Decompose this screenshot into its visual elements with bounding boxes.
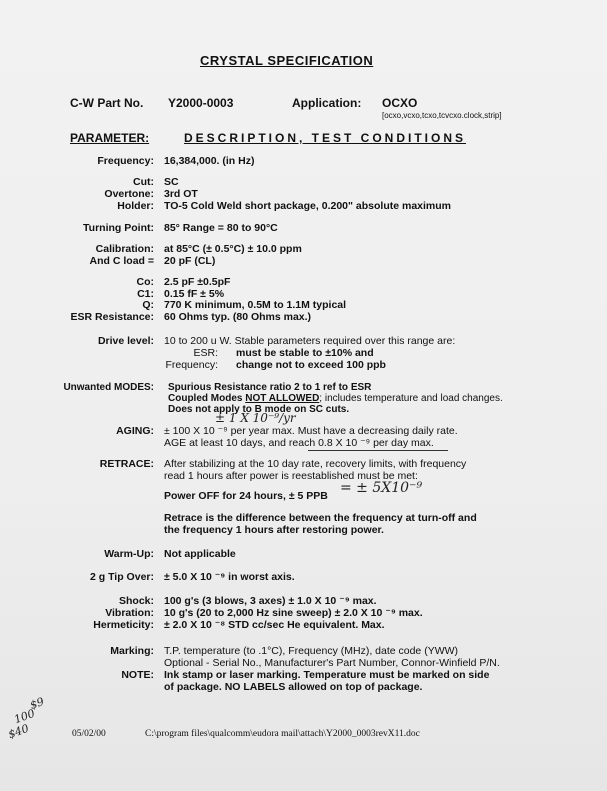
application-note: [ocxo,vcxo,tcxo,tcvcxo.clock,strip] — [382, 111, 502, 120]
drive-esr-value: must be stable to ±10% and — [236, 347, 374, 359]
drive-esr-label: ESR: — [193, 347, 218, 359]
cut-label: Cut: — [133, 176, 154, 188]
esr-label: ESR Resistance: — [70, 311, 154, 323]
esr-value: 60 Ohms typ. (80 Ohms max.) — [164, 311, 312, 323]
document-title: CRYSTAL SPECIFICATION — [200, 53, 374, 68]
holder-label: Holder: — [117, 200, 154, 212]
footer-file-path: C:\program files\qualcomm\eudora mail\attach\Y2000_0003revX11.doc — [145, 729, 420, 739]
note-label: NOTE: — [121, 669, 154, 681]
drive-frequency-label: Frequency: — [165, 359, 218, 371]
warmup-label: Warm-Up: — [104, 548, 154, 560]
vibration-label: Vibration: — [105, 607, 154, 619]
retrace-handwritten-note: = ± 5X10⁻⁹ — [340, 480, 423, 496]
c1-value: 0.15 fF ± 5% — [164, 288, 225, 300]
note-line2: of package. NO LABELS allowed on top of package. — [164, 681, 423, 693]
cut-value: SC — [164, 176, 179, 188]
calibration-label: Calibration: — [95, 243, 154, 255]
retrace-line3: Power OFF for 24 hours, ± 5 PPB — [164, 490, 328, 502]
handwritten-margin-3: $40 — [6, 721, 31, 742]
warmup-value: Not applicable — [164, 548, 236, 560]
handwritten-margin-2: 100 — [12, 706, 37, 727]
calibration-value: at 85°C (± 0.5°C) ± 10.0 ppm — [164, 243, 302, 255]
application-label: Application: — [292, 96, 362, 110]
aging-underline — [308, 450, 448, 451]
drive-level-label: Drive level: — [97, 335, 154, 347]
tipover-value: ± 5.0 X 10 ⁻⁹ in worst axis. — [164, 571, 295, 583]
aging-handwritten-note: ± 1 X 10⁻⁹/yr — [215, 411, 296, 425]
unwanted-line1: Spurious Resistance ratio 2 to 1 ref to ESR — [168, 382, 372, 393]
unwanted-line2-c: ; includes temperature and load changes. — [319, 393, 503, 404]
tipover-label: 2 g Tip Over: — [90, 571, 154, 583]
retrace-line5: the frequency 1 hours after restoring power. — [164, 524, 384, 536]
c1-label: C1: — [137, 288, 154, 300]
cload-value: 20 pF (CL) — [164, 255, 216, 267]
handwritten-margin-1: $9 — [28, 694, 46, 713]
description-header: DESCRIPTION, TEST CONDITIONS — [184, 131, 467, 145]
unwanted-line2-a: Coupled Modes — [168, 393, 246, 404]
shock-label: Shock: — [118, 595, 154, 607]
q-label: Q: — [142, 299, 154, 311]
marking-line2: Optional - Serial No., Manufacturer's Part Number, Connor-Winfield P/N. — [164, 657, 500, 669]
retrace-label: RETRACE: — [99, 458, 154, 470]
not-allowed-text: NOT ALLOWED — [245, 393, 320, 404]
overtone-value: 3rd OT — [164, 188, 198, 200]
retrace-line1: After stabilizing at the 10 day rate, recovery limits, with frequency — [164, 458, 467, 470]
q-value: 770 K minimum, 0.5M to 1.1M typical — [164, 299, 347, 311]
marking-label: Marking: — [110, 645, 154, 657]
turning-point-value: 85° Range = 80 to 90°C — [164, 222, 278, 234]
unwanted-modes-label: Unwanted MODES: — [63, 382, 154, 393]
part-number-label: C-W Part No. — [70, 96, 144, 110]
hermeticity-value: ± 2.0 X 10 ⁻⁸ STD cc/sec He equivalent. Max. — [164, 619, 385, 631]
cload-label: And C load = — [89, 255, 154, 267]
holder-value: TO-5 Cold Weld short package, 0.200" absolute maximum — [164, 200, 452, 212]
aging-line2: AGE at least 10 days, and reach 0.8 X 10 ⁻⁹ per day max. — [164, 437, 434, 449]
shock-value: 100 g's (3 blows, 3 axes) ± 1.0 X 10 ⁻⁹ max. — [164, 595, 377, 607]
footer-date: 05/02/00 — [72, 729, 106, 739]
co-value: 2.5 pF ±0.5pF — [164, 276, 231, 288]
co-label: Co: — [136, 276, 154, 288]
frequency-label: Frequency: — [97, 155, 154, 167]
aging-line1: ± 100 X 10 ⁻⁹ per year max. Must have a decreasing daily rate. — [164, 425, 458, 437]
marking-line1: T.P. temperature (to .1°C), Frequency (MHz), date code (YWW) — [164, 645, 459, 657]
note-line1: Ink stamp or laser marking. Temperature must be marked on side — [164, 669, 490, 681]
part-number-value: Y2000-0003 — [168, 96, 234, 110]
unwanted-line2 — [168, 393, 503, 404]
application-value: OCXO — [382, 96, 418, 110]
retrace-line2: read 1 hours after power is reestablished must be met: — [164, 470, 418, 482]
vibration-value: 10 g's (20 to 2,000 Hz sine sweep) ± 2.0 X 10 ⁻⁹ max. — [164, 607, 423, 619]
aging-label: AGING: — [116, 425, 154, 437]
unwanted-line3: Does not apply to B mode on SC cuts. — [168, 404, 350, 415]
turning-point-label: Turning Point: — [83, 222, 154, 234]
overtone-label: Overtone: — [104, 188, 154, 200]
retrace-line4: Retrace is the difference between the frequency at turn-off and — [164, 512, 477, 524]
frequency-value: 16,384,000. (in Hz) — [164, 155, 255, 167]
hermeticity-label: Hermeticity: — [93, 619, 154, 631]
parameter-header: PARAMETER: — [70, 131, 150, 145]
drive-level-value: 10 to 200 u W. Stable parameters required over this range are: — [164, 335, 456, 347]
drive-frequency-value: change not to exceed 100 ppb — [236, 359, 386, 371]
